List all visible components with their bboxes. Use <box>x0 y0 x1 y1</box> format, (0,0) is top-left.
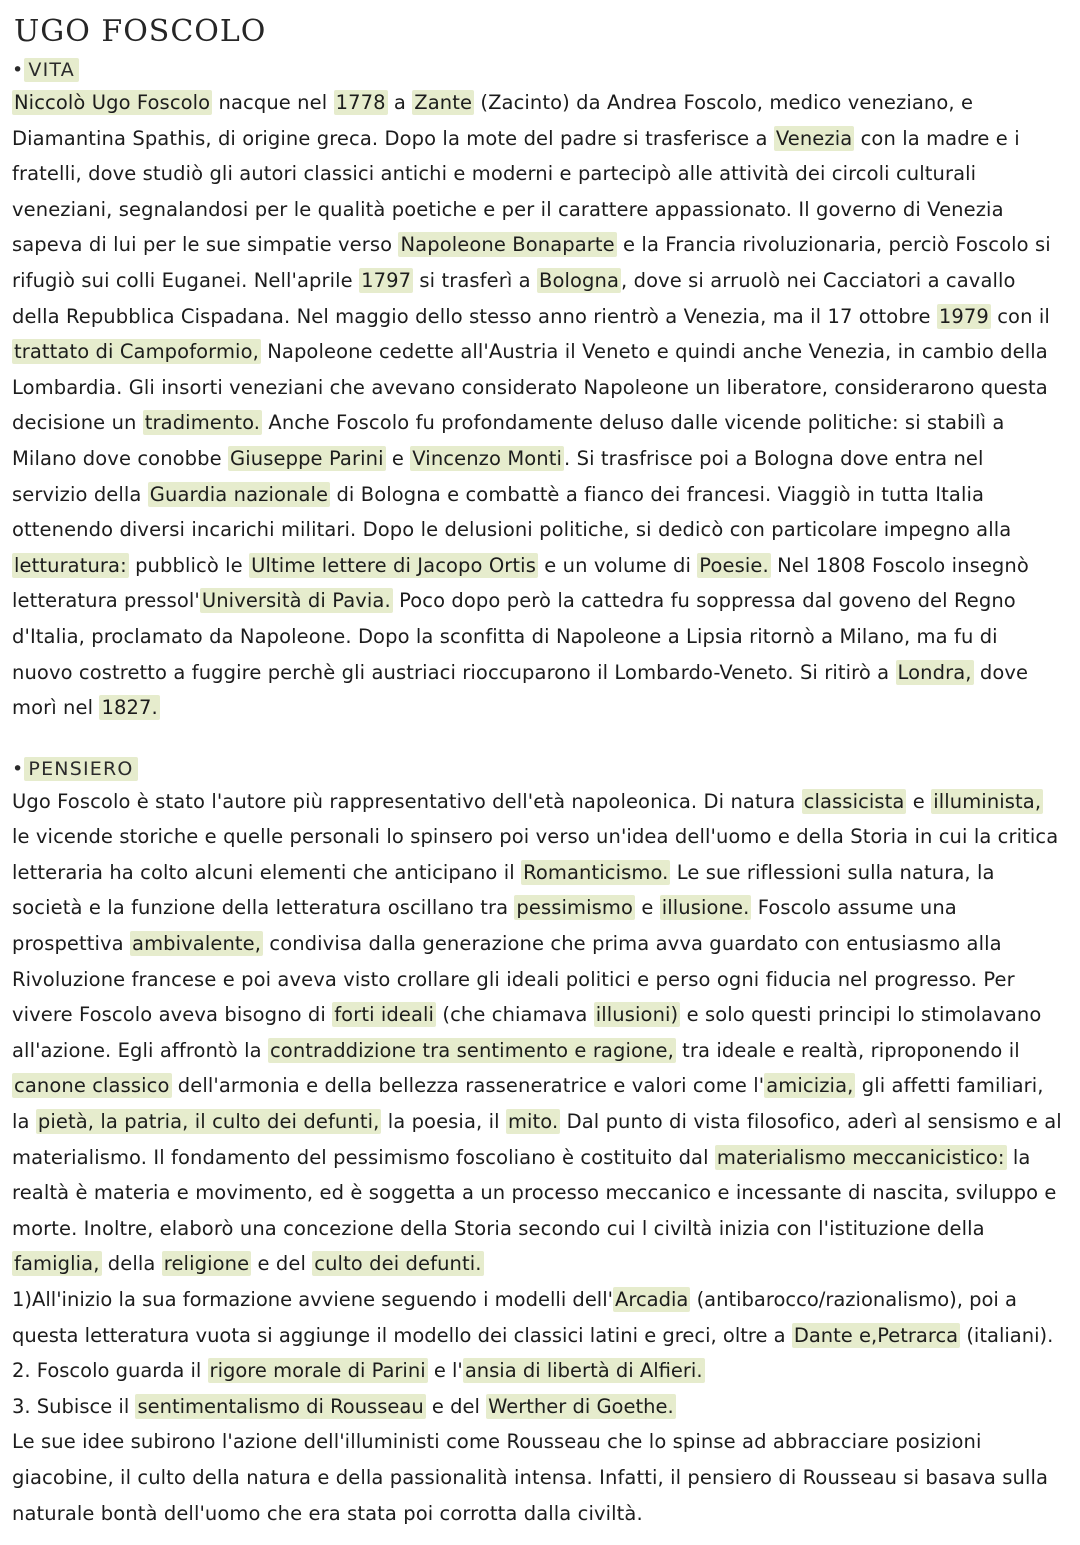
highlight-span: 1827. <box>101 696 158 720</box>
highlight-span: rigore morale di Parini <box>209 1359 426 1383</box>
highlight-span: 1797 <box>361 268 412 292</box>
highlight-span: Werther di Goethe. <box>488 1394 674 1418</box>
highlight-span: illusioni) <box>595 1003 679 1027</box>
highlight-span: culto dei defunti. <box>314 1252 482 1276</box>
highlight-span: ansia di libertà di Alfieri. <box>464 1359 703 1383</box>
highlight-span: letturatura: <box>14 553 127 577</box>
highlight-span: sentimentalismo di Rousseau <box>137 1394 424 1418</box>
highlight-span: Napoleone Bonaparte <box>400 233 615 257</box>
highlight-span: Vincenzo Monti <box>412 446 563 470</box>
numbered-item-3: 3. Subisce il sentimentalismo di Rousseau e del Werther di Goethe. <box>12 1394 674 1418</box>
highlight-span: religione <box>163 1252 250 1276</box>
highlight-span: canone classico <box>14 1074 170 1098</box>
highlight-span: Zante <box>414 91 473 114</box>
highlight-span: classicista <box>803 789 905 813</box>
highlight-span: Poesie. <box>699 553 769 577</box>
highlight-span: Arcadia <box>615 1288 689 1311</box>
highlight-span: Bologna <box>538 268 620 292</box>
highlight-span: pietà, la patria, il culto dei defunti, <box>37 1110 380 1134</box>
highlight-span: mito. <box>507 1110 559 1134</box>
highlight-span: Venezia <box>775 126 853 150</box>
highlight-span: famiglia, <box>14 1252 100 1276</box>
section-vita <box>10 55 1062 726</box>
highlight-span: 1979 <box>938 304 989 328</box>
highlight-span: ambivalente, <box>132 932 262 956</box>
section-divider <box>10 726 1062 754</box>
numbered-item-1: 1)All'inizio la sua formazione avviene seguendo i modelli dell' Arcadia (antibarocco/razionalismo), poi a questa letteratura vuota si aggiunge il modello dei classici latini e greci, oltre a Dante e,Petrarca (italiani). <box>12 1288 1054 1347</box>
highlight-span: Dante e,Petrarca <box>793 1323 959 1347</box>
section-heading-pensiero <box>12 758 138 780</box>
section-heading-label: PENSIERO <box>24 757 137 781</box>
paragraph-closing: Le sue idee subirono l'azione dell'illuministi come Rousseau che lo spinse ad abbracciare posizioni giacobine, il culto della natura e della passionalità intensa. Infatti, il pensiero di Rousseau si basava sulla naturale bontà dell'uomo che era stata poi corrotta dalla civiltà. <box>12 1430 1049 1525</box>
section-heading-label: VITA <box>24 58 79 82</box>
highlight-span: Romanticismo. <box>523 860 669 884</box>
numbered-item-2: 2. Foscolo guarda il rigore morale di Parini e l' ansia di libertà di Alfieri. <box>12 1359 703 1383</box>
highlight-span: tradimento. <box>144 411 261 435</box>
page-title: UGO FOSCOLO <box>14 14 267 49</box>
highlight-span: 1778 <box>335 91 386 114</box>
highlight-span: illuminista, <box>933 789 1042 813</box>
highlight-span: materialismo meccanicistico: <box>716 1145 1005 1169</box>
highlight-span: Università di Pavia. <box>201 589 391 613</box>
highlight-span: forti ideali <box>334 1003 435 1027</box>
highlight-span: illusione. <box>661 896 750 920</box>
highlight-span: Londra, <box>897 660 972 684</box>
highlight-span: Ultime lettere di Jacopo Ortis <box>251 553 536 577</box>
paragraph-pensiero: Ugo Foscolo è stato l'autore più rappresentativo dell'età napoleonica. Di natura classicista e illuminista, le vicende storiche e quelle personali lo spinsero poi verso un'idea dell'uomo e della Storia in cui la critica letteraria ha colto alcuni elementi che anticipano il Romanticismo. Le sue riflessioni sulla natura, la società e la funzione della letteratura oscillano tra pessimismo e illusione. Foscolo assume una prospettiva ambivalente, condivisa dalla generazione che prima avva guardato con entusiasmo alla Rivoluzione francese e poi aveva visto crollare gli ideali politici e perso ogni fiducia nel progresso. Per vivere Foscolo aveva bisogno di forti ideali (che chiamava illusioni) e solo questi principi lo stimolavano all'azione. Egli affrontò la contraddizione tra sentimento e ragione, tra ideale e realtà, riproponendo il canone classico dell'armonia e della bellezza rasseneratrice e valori come l' amicizia, gli affetti familiari, la pietà, la patria, il culto dei defunti, la poesia, il mito. Dal punto di vista filosofico, aderì al sensismo e al materialismo. Il fondamento del pessimismo foscoliano è costituito dal materialismo meccanicistico: la realtà è materia e movimento, ed è soggetta a un processo meccanico e incessante di nascita, sviluppo e morte. Inoltre, elaborò una concezione della Storia secondo cui l civiltà inizia con l'istituzione della famiglia, della religione e del culto dei defunti. <box>12 789 1062 1276</box>
highlight-span: pessimismo <box>516 896 634 920</box>
paragraph-vita: Niccolò Ugo Foscolo nacque nel 1778 a Zante (Zacinto) da Andrea Foscolo, medico veneziano, e Diamantina Spathis, di origine greca. Dopo la mote del padre si trasferisce a Venezia con la madre e i fratelli, dove studiò gli autori classici antichi e moderni e partecipò alle attività dei circoli culturali veneziani, segnalandosi per le qualità poetiche e per il carattere appassionato. Il governo di Venezia sapeva di lui per le sue simpatie verso Napoleone Bonaparte e la Francia rivoluzionaria, perciò Foscolo si rifugiò sui colli Euganei. Nell'aprile 1797 si trasferì a Bologna , dove si arruolò nei Cacciatori a cavallo della Repubblica Cispadana. Nel maggio dello stesso anno rientrò a Venezia, ma il 17 ottobre 1979 con il trattato di Campoformio, Napoleone cedette all'Austria il Veneto e quindi anche Venezia, in cambio della Lombardia. Gli insorti veneziani che avevano considerato Napoleone un liberatore, considerarono questa decisione un tradimento. Anche Foscolo fu profondamente deluso dalle vicende politiche: si stabilì a Milano dove conobbe Giuseppe Parini e Vincenzo Monti . Si trasfrisce poi a Bologna dove entra nel servizio della Guardia nazionale di Bologna e combattè a fianco dei francesi. Viaggiò in tutta Italia ottenendo diversi incarichi militari. Dopo le delusioni politiche, si dedicò con particolare impegno alla letturatura: pubblicò le Ultime lettere di Jacopo Ortis e un volume di Poesie. Nel 1808 Foscolo insegnò letteratura pressol' Università di Pavia. Poco dopo però la cattedra fu soppressa dal goveno del Regno d'Italia, proclamato da Napoleone. Dopo la sconfitta di Napoleone a Lipsia ritornò a Milano, ma fu di nuovo costretto a fuggire perchè gli austriaci rioccuparono il Lombardo-Veneto. Si ritirò a Londra, dove morì nel 1827. <box>12 91 1051 720</box>
highlight-span: Guardia nazionale <box>149 482 329 506</box>
highlight-span: trattato di Campoformio, <box>14 340 259 364</box>
highlight-span: Giuseppe Parini <box>230 446 384 470</box>
highlight-span: contraddizione tra sentimento e ragione, <box>269 1038 674 1062</box>
highlight-span: Niccolò Ugo Foscolo <box>14 91 211 114</box>
bullet-icon: • <box>12 59 25 81</box>
highlight-span: amicizia, <box>766 1074 854 1098</box>
section-pensiero <box>10 754 1062 1531</box>
bullet-icon: • <box>12 757 25 780</box>
section-heading-vita <box>12 59 79 81</box>
